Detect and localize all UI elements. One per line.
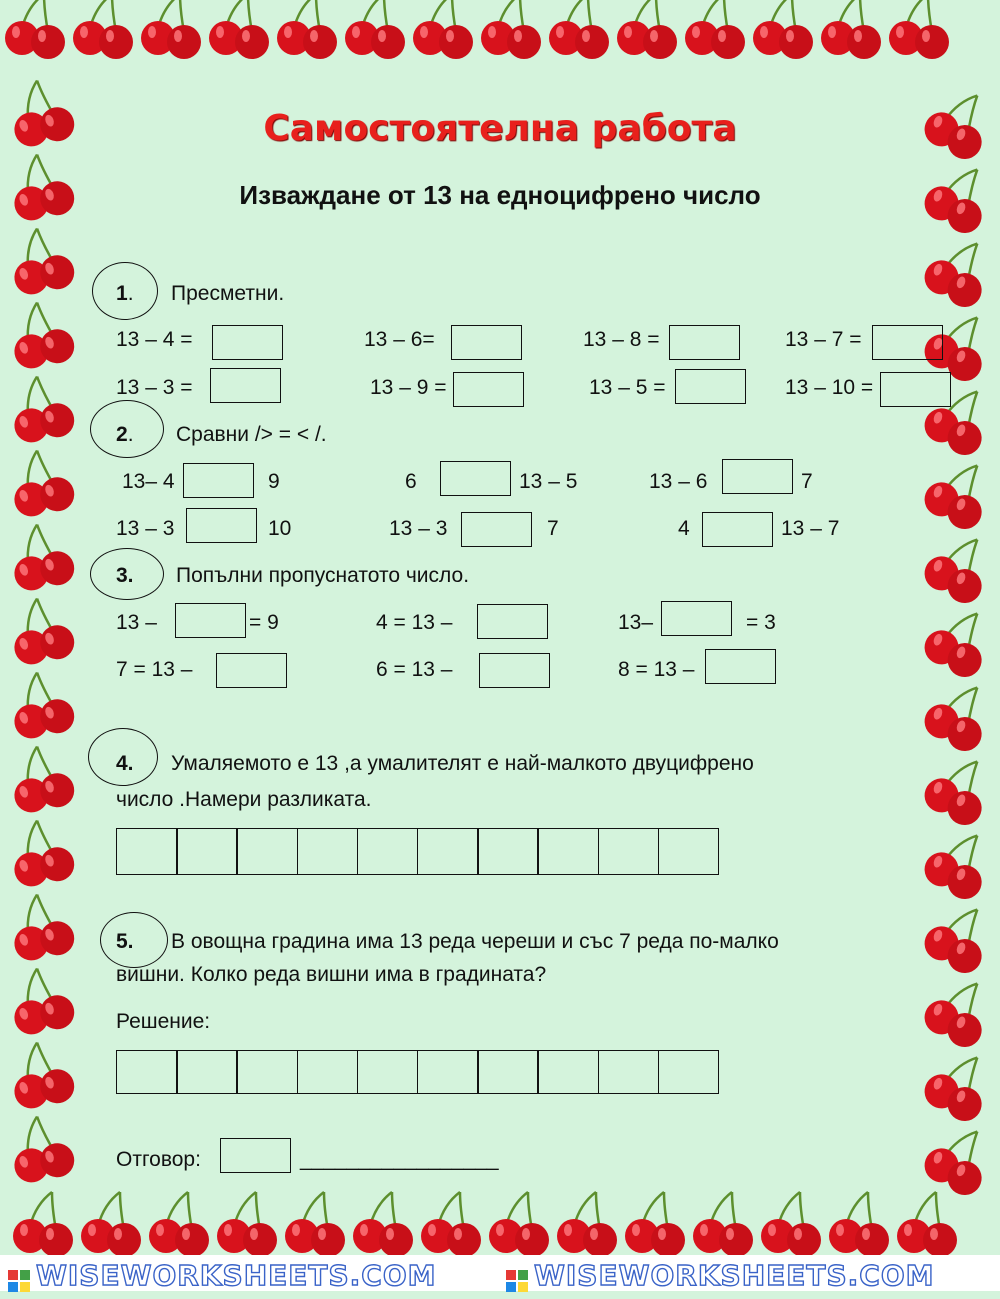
cherry-decoration — [0, 591, 79, 673]
task1-answer-box[interactable] — [872, 325, 943, 360]
task3-missing-box[interactable] — [216, 653, 287, 688]
cherry-decoration — [149, 1192, 209, 1255]
cherry-decoration — [918, 452, 997, 534]
cherry-decoration — [918, 1118, 997, 1200]
cherry-decoration — [0, 739, 79, 821]
task5-number: 5. — [116, 930, 134, 953]
task2-compare-box[interactable] — [186, 508, 257, 543]
task4-number: 4. — [116, 752, 134, 775]
cherry-decoration — [73, 0, 133, 59]
task2-left-expression: 4 — [678, 517, 690, 540]
task2-compare-box[interactable] — [722, 459, 793, 494]
cherry-decoration — [413, 0, 473, 59]
cherry-decoration — [0, 1109, 79, 1191]
task3-missing-box[interactable] — [479, 653, 550, 688]
task4-text-line1: Умаляемото е 13 ,а умалителят е най-малкото двуцифрено — [171, 752, 754, 775]
cherry-decoration — [918, 1044, 997, 1126]
cherry-decoration — [209, 0, 269, 59]
task1-expression: 13 – 10 = — [785, 376, 874, 399]
grid-cell[interactable] — [417, 1050, 479, 1094]
cherry-decoration — [753, 0, 813, 59]
cherry-decoration — [0, 517, 79, 599]
solution-label: Решение: — [116, 1010, 211, 1033]
cherry-decoration — [0, 665, 79, 747]
task2-left-expression: 13 – 3 — [116, 517, 175, 540]
grid-cell[interactable] — [598, 828, 660, 875]
cherry-decoration — [897, 1192, 957, 1255]
cherry-decoration — [918, 600, 997, 682]
task1-instruction: Пресметни. — [171, 282, 285, 305]
task1-answer-box[interactable] — [675, 369, 746, 404]
grid-cell[interactable] — [477, 1050, 539, 1094]
grid-cell[interactable] — [537, 828, 599, 875]
wiseworksheets-logo-icon — [506, 1266, 528, 1288]
task2-compare-box[interactable] — [702, 512, 773, 547]
task3-expression-end: = 9 — [249, 611, 279, 634]
task3-expression-start: 7 = 13 – — [116, 658, 193, 681]
cherry-decoration — [421, 1192, 481, 1255]
watermark-right: WISEWORKSHEETS.COM — [506, 1259, 935, 1292]
cherry-decoration — [0, 369, 79, 451]
task2-right-expression: 13 – 5 — [519, 470, 578, 493]
task5-text-line1: В овощна градина има 13 реда череши и със 7 реда по-малко — [171, 930, 779, 953]
cherry-decoration — [918, 230, 997, 312]
task1-expression: 13 – 8 = — [583, 328, 660, 351]
cherry-decoration — [761, 1192, 821, 1255]
cherry-decoration — [918, 526, 997, 608]
cherry-decoration — [141, 0, 201, 59]
page-title: Самостоятелна работа — [263, 108, 737, 149]
cherry-decoration — [285, 1192, 345, 1255]
task1-answer-box[interactable] — [451, 325, 522, 360]
task1-expression: 13 – 3 = — [116, 376, 193, 399]
grid-cell[interactable] — [116, 828, 178, 875]
task3-expression-start: 6 = 13 – — [376, 658, 453, 681]
cherry-decoration — [217, 1192, 277, 1255]
watermark-left: WISEWORKSHEETS.COM — [8, 1259, 437, 1292]
cherry-decoration — [5, 0, 65, 59]
task4-answer-grid — [116, 828, 718, 875]
task2-left-expression: 13 – 6 — [649, 470, 708, 493]
task3-expression-start: 13 – — [116, 611, 157, 634]
task3-expression-end: = 3 — [746, 611, 776, 634]
task2-right-expression: 10 — [268, 517, 292, 540]
task1-answer-box[interactable] — [880, 372, 951, 407]
grid-cell[interactable] — [537, 1050, 599, 1094]
cherry-decoration — [918, 822, 997, 904]
task2-compare-box[interactable] — [461, 512, 532, 547]
task5-number-circle — [100, 912, 168, 968]
task3-expression-start: 13– — [618, 611, 654, 634]
task3-expression-start: 8 = 13 – — [618, 658, 695, 681]
task3-missing-box[interactable] — [175, 603, 246, 638]
task2-instruction: Сравни /> = < /. — [176, 423, 327, 446]
answer-line[interactable]: _________________ — [300, 1148, 499, 1171]
task1-expression: 13 – 9 = — [370, 376, 447, 399]
page-subtitle: Изваждане от 13 на едноцифрено число — [239, 180, 761, 210]
task5-solution-grid — [116, 1050, 718, 1094]
grid-cell[interactable] — [477, 828, 539, 875]
task2-left-expression: 13 – 3 — [389, 517, 448, 540]
grid-cell[interactable] — [357, 1050, 419, 1094]
task1-expression: 13 – 4 = — [116, 328, 193, 351]
task2-right-expression: 13 – 7 — [781, 517, 840, 540]
cherry-decoration — [617, 0, 677, 59]
cherry-decoration — [0, 221, 79, 303]
grid-cell[interactable] — [236, 1050, 298, 1094]
cherry-decoration — [81, 1192, 141, 1255]
cherry-decoration — [557, 1192, 617, 1255]
grid-cell[interactable] — [116, 1050, 178, 1094]
task3-missing-box[interactable] — [661, 601, 732, 636]
cherry-decoration — [693, 1192, 753, 1255]
task2-left-expression: 6 — [405, 470, 417, 493]
cherry-decoration — [0, 1035, 79, 1117]
cherry-decoration — [918, 674, 997, 756]
task5-text-line2: вишни. Колко реда вишни има в градината? — [116, 963, 547, 986]
cherry-decoration — [489, 1192, 549, 1255]
task2-right-expression: 9 — [268, 470, 280, 493]
cherry-decoration — [625, 1192, 685, 1255]
task1-answer-box[interactable] — [669, 325, 740, 360]
task3-missing-box[interactable] — [705, 649, 776, 684]
task1-number: 1. — [116, 282, 134, 305]
task1-expression: 13 – 5 = — [589, 376, 666, 399]
task3-expression-start: 4 = 13 – — [376, 611, 453, 634]
cherry-decoration — [821, 0, 881, 59]
grid-cell[interactable] — [658, 828, 720, 875]
task2-right-expression: 7 — [801, 470, 813, 493]
cherry-decoration — [889, 0, 949, 59]
task1-answer-box[interactable] — [212, 325, 283, 360]
cherry-decoration — [829, 1192, 889, 1255]
answer-label: Отговор: — [116, 1148, 201, 1171]
cherry-decoration — [0, 887, 79, 969]
task1-expression: 13 – 6= — [364, 328, 435, 351]
grid-cell[interactable] — [658, 1050, 720, 1094]
task1-answer-box[interactable] — [210, 368, 281, 403]
wiseworksheets-logo-icon — [8, 1266, 30, 1288]
task3-number: 3. — [116, 564, 134, 587]
cherry-decoration — [13, 1192, 73, 1255]
task1-answer-box[interactable] — [453, 372, 524, 407]
grid-cell[interactable] — [297, 828, 359, 875]
task2-number: 2. — [116, 423, 134, 446]
grid-cell[interactable] — [357, 828, 419, 875]
task2-compare-box[interactable] — [440, 461, 511, 496]
grid-cell[interactable] — [598, 1050, 660, 1094]
task4-text-line2: число .Намери разликата. — [116, 788, 372, 811]
task2-left-expression: 13– 4 — [122, 470, 175, 493]
cherry-decoration — [481, 0, 541, 59]
cherry-decoration — [353, 1192, 413, 1255]
grid-cell[interactable] — [236, 828, 298, 875]
cherry-decoration — [0, 295, 79, 377]
task3-instruction: Попълни пропуснатото число. — [176, 564, 470, 587]
cherry-decoration — [0, 443, 79, 525]
answer-box[interactable] — [220, 1138, 291, 1173]
grid-cell[interactable] — [176, 828, 238, 875]
cherry-decoration — [685, 0, 745, 59]
cherry-decoration — [0, 813, 79, 895]
grid-cell[interactable] — [176, 1050, 238, 1094]
task2-compare-box[interactable] — [183, 463, 254, 498]
cherry-decoration — [918, 896, 997, 978]
cherry-decoration — [0, 961, 79, 1043]
task3-missing-box[interactable] — [477, 604, 548, 639]
task1-expression: 13 – 7 = — [785, 328, 862, 351]
cherry-decoration — [549, 0, 609, 59]
grid-cell[interactable] — [297, 1050, 359, 1094]
task2-right-expression: 7 — [547, 517, 559, 540]
cherry-decoration — [345, 0, 405, 59]
cherry-decoration — [918, 970, 997, 1052]
cherry-decoration — [918, 748, 997, 830]
cherry-decoration — [277, 0, 337, 59]
grid-cell[interactable] — [417, 828, 479, 875]
